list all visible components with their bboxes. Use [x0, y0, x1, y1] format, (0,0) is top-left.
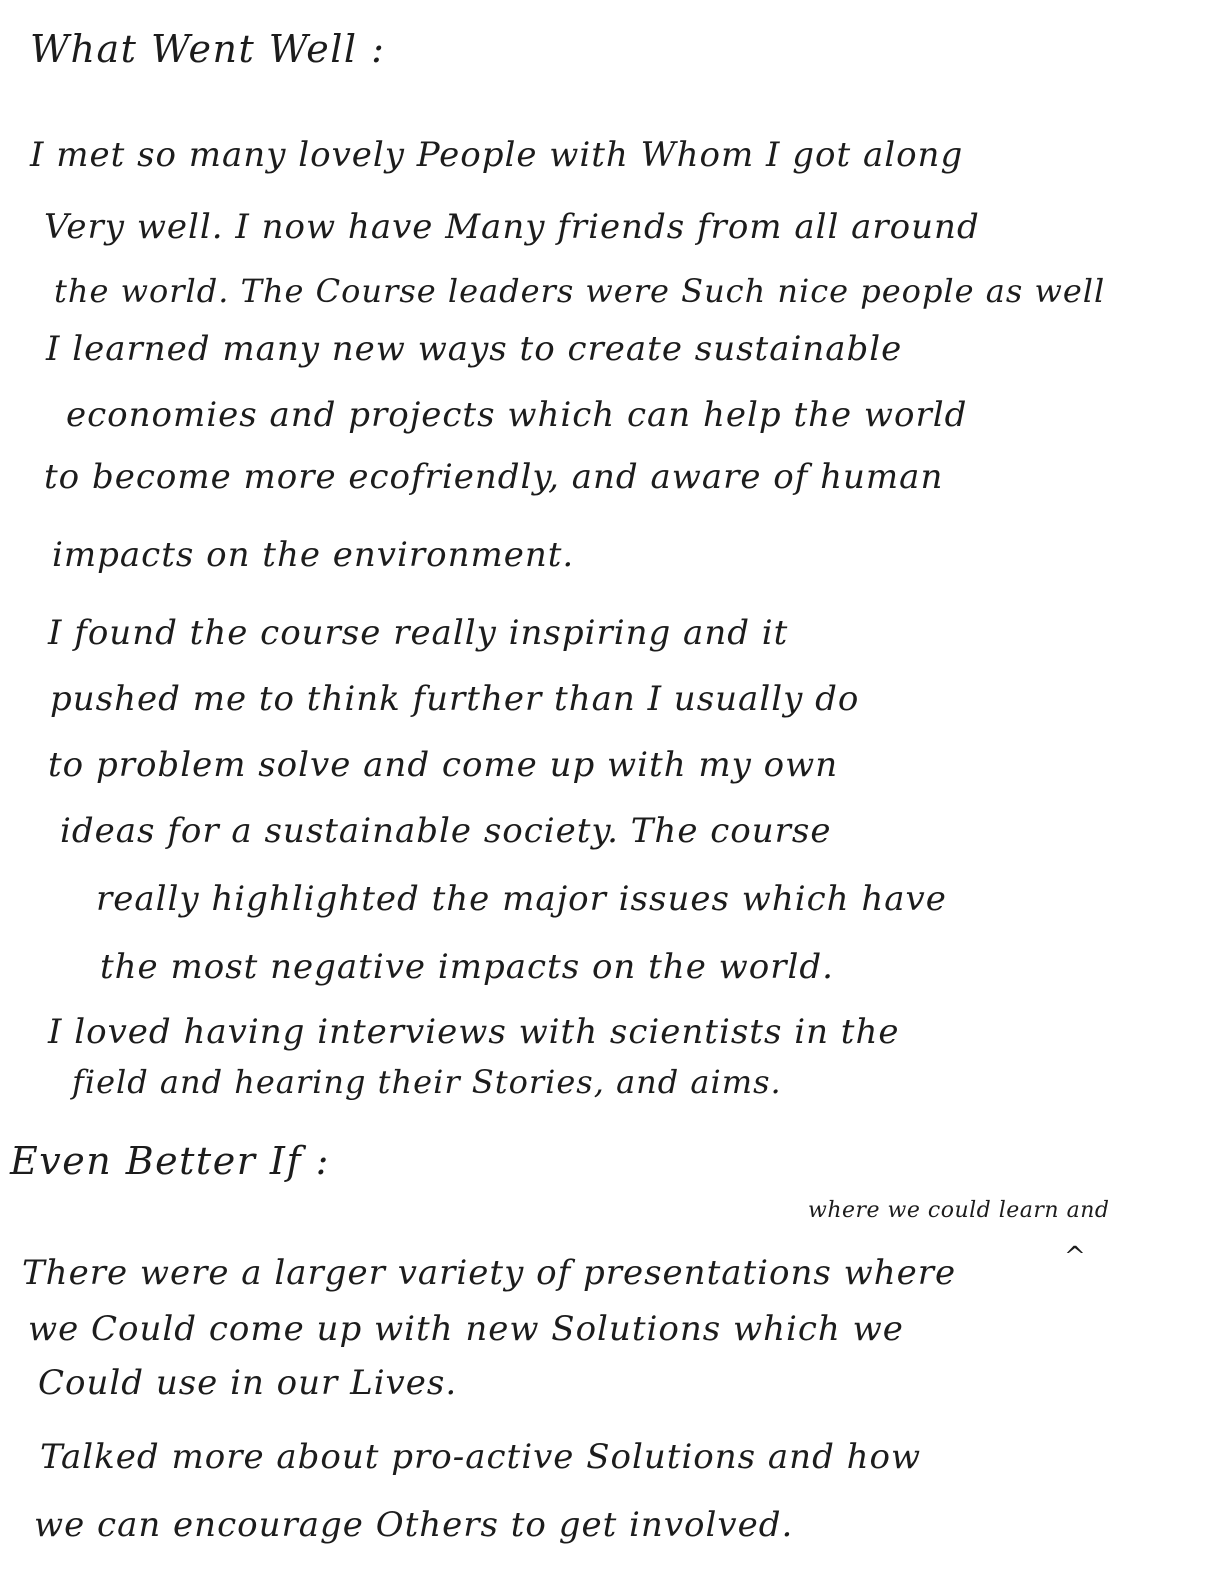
text-line: Very well. I now have Many friends from all around [44, 207, 980, 247]
text-line: I met so many lovely People with Whom I got along [30, 135, 964, 175]
text-line: I learned many new ways to create sustainable [46, 329, 903, 369]
text-line: I found the course really inspiring and it [48, 613, 789, 653]
text-line: field and hearing their Stories, and aims. [72, 1063, 782, 1101]
text-line: we can encourage Others to get involved. [34, 1505, 794, 1545]
text-line: I loved having interviews with scientists in the [48, 1012, 900, 1052]
text-line: the world. The Course leaders were Such nice people as well [54, 272, 1106, 310]
text-line: the most negative impacts on the world. [100, 947, 834, 987]
heading-what-went-well: What Went Well : [30, 27, 386, 71]
insertion-note: where we could learn and [808, 1198, 1110, 1223]
text-line: impacts on the environment. [52, 535, 575, 575]
text-line: really highlighted the major issues which have [96, 879, 947, 919]
text-line: There were a larger variety of presentations where [22, 1253, 957, 1293]
text-line: we Could come up with new Solutions which we [28, 1309, 904, 1349]
text-line: to become more ecofriendly, and aware of human [44, 457, 944, 497]
text-line: pushed me to think further than I usually do [50, 679, 860, 719]
insertion-caret: ^ [1064, 1242, 1087, 1272]
heading-even-better-if: Even Better If : [10, 1139, 330, 1183]
text-line: economies and projects which can help the world [66, 395, 968, 435]
text-line: to problem solve and come up with my own [48, 745, 839, 785]
text-line: Talked more about pro-active Solutions and how [40, 1437, 922, 1477]
text-line: Could use in our Lives. [38, 1363, 458, 1403]
text-line: ideas for a sustainable society. The course [60, 811, 832, 851]
